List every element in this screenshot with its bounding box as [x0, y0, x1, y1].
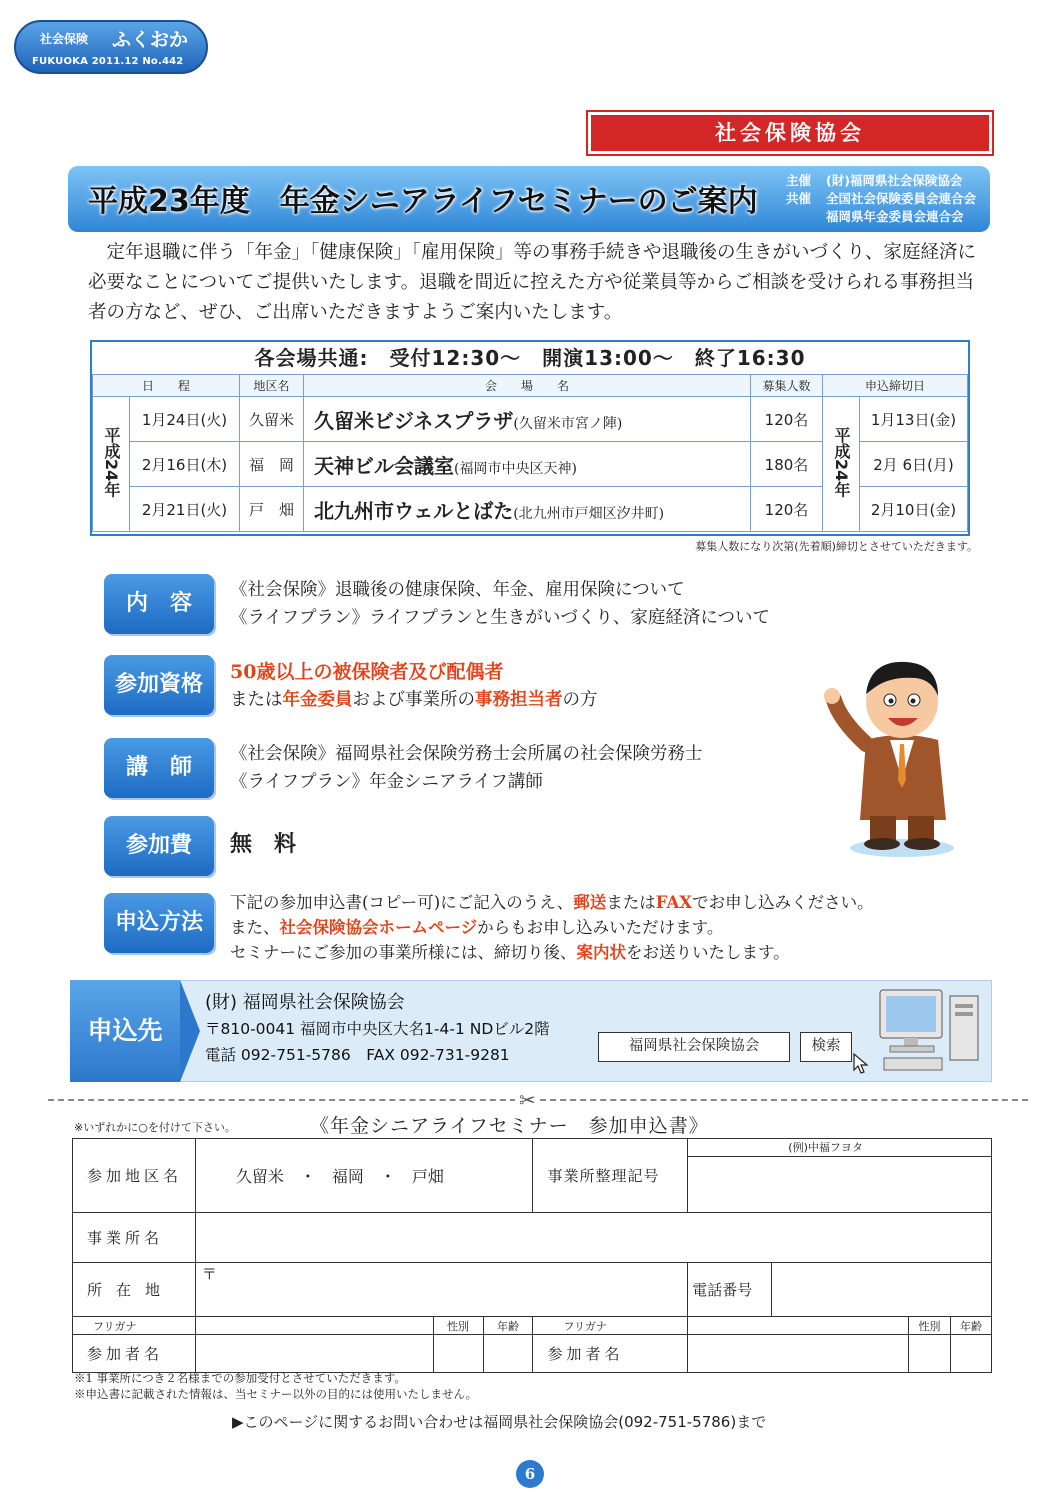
age-label-2: 年齢: [950, 1317, 991, 1335]
location-label: 所在地: [73, 1263, 196, 1317]
method-line-2: また、社会保険協会ホームページからもお申し込みいただけます。: [230, 918, 724, 937]
issue-number: FUKUOKA 2011.12 No.442: [32, 56, 184, 67]
furigana-label-1: フリガナ: [73, 1317, 196, 1335]
eligibility-line-2: または年金委員および事業所の事務担当者の方: [230, 690, 598, 710]
form-note: ※いずれかに○を付けて下さい。: [74, 1121, 236, 1134]
gender-label-1: 性別: [433, 1317, 483, 1335]
header-date: 日 程: [93, 375, 240, 397]
age-label-1: 年齢: [483, 1317, 533, 1335]
page-title: 平成23年度 年金シニアライフセミナーのご案内: [88, 184, 758, 219]
mascot-illustration: [820, 640, 960, 860]
postal-mark: 〒: [201, 1265, 217, 1283]
row-venue: 天神ビル会議室(福岡市中央区天神): [304, 442, 751, 487]
cosponsor-label: 共催: [786, 191, 812, 206]
contact-line: ▶このページに関するお問い合わせは福岡県社会保険協会(092-751-5786)まで: [232, 1413, 767, 1431]
row-area: 久留米: [240, 397, 304, 442]
age-field-1[interactable]: [483, 1335, 533, 1373]
row-venue: 久留米ビジネスプラザ(久留米市宮ノ陣): [304, 397, 751, 442]
header-area: 地区名: [240, 375, 304, 397]
participant-label-2: 参加者名: [533, 1335, 688, 1373]
fee-label: 参加費: [104, 816, 214, 876]
cosponsor-1: 全国社会保険委員会連合会: [826, 191, 977, 206]
intro-text: 定年退職に伴う「年金」「健康保険」「雇用保険」等の事務手続きや退職後の生きがいづくり、家庭経済に必要なことについてご提供いたします。退職を間近に控えた方や従業員等からご相談を受けられる事務担当者の方など、ぜひ、ご出席いただきますようご案内いたします。: [88, 242, 977, 323]
cosponsor-2: 福岡県年金委員会連合会: [826, 209, 964, 224]
computer-icon: [876, 986, 986, 1076]
row-capacity: 120名: [751, 487, 823, 532]
gender-label-2: 性別: [909, 1317, 951, 1335]
apply-phone: 電話 092-751-5786 FAX 092-731-9281: [205, 1046, 510, 1064]
office-code-field[interactable]: [688, 1139, 992, 1213]
footnotes: [74, 1370, 477, 1402]
row-area: 福 岡: [240, 442, 304, 487]
content-line-2: 《ライフプラン》ライフプランと生きがいづくり、家庭経済について: [230, 608, 771, 628]
method-text: [230, 890, 874, 965]
apply-info: [205, 990, 550, 1068]
search-button[interactable]: 検索: [800, 1032, 852, 1062]
method-label: 申込方法: [104, 893, 214, 953]
furigana-label-2: フリガナ: [533, 1317, 688, 1335]
phone-label: 電話番号: [688, 1263, 772, 1317]
row-capacity: 120名: [751, 397, 823, 442]
row-deadline: 2月 6日(月): [860, 442, 968, 487]
row-date: 2月16日(木): [130, 442, 240, 487]
furigana-field-1[interactable]: [195, 1317, 433, 1335]
header-capacity: 募集人数: [751, 375, 823, 397]
row-deadline: 2月10日(金): [860, 487, 968, 532]
application-form: [72, 1138, 992, 1373]
magazine-logo: [14, 20, 208, 74]
sponsor-block: [786, 172, 976, 226]
location-field[interactable]: [195, 1263, 687, 1317]
content-line-1: 《社会保険》退職後の健康保険、年金、雇用保険について: [230, 580, 685, 600]
age-field-2[interactable]: [950, 1335, 991, 1373]
brand-small: 社会保険: [40, 32, 89, 46]
area-options[interactable]: 久留米 ・ 福岡 ・ 戸畑: [195, 1139, 533, 1213]
era-label: 平成24年: [93, 397, 130, 532]
content-text: [230, 576, 770, 632]
eligibility-line-1: 50歳以上の被保険者及び配偶者: [230, 661, 504, 683]
row-capacity: 180名: [751, 442, 823, 487]
gender-field-1[interactable]: [433, 1335, 483, 1373]
eligibility-label: 参加資格: [104, 655, 214, 715]
furigana-field-2[interactable]: [688, 1317, 909, 1335]
cursor-icon: [852, 1052, 872, 1074]
lecturer-line-1: 《社会保険》福岡県社会保険労務士会所属の社会保険労務士: [230, 744, 703, 764]
common-schedule: 各会場共通: 受付12:30～ 開演13:00～ 終了16:30: [254, 346, 806, 370]
row-deadline: 1月13日(金): [860, 397, 968, 442]
section-tag: 社会保険協会: [588, 112, 992, 154]
office-code-example: (例)中福フヨタ: [688, 1139, 991, 1157]
row-date: 2月21日(火): [130, 487, 240, 532]
participant-label-1: 参加者名: [73, 1335, 196, 1373]
sponsor-label: 主催: [786, 173, 812, 188]
apply-arrow: [180, 980, 200, 1082]
footnote-2: ※申込書に記載された情報は、当セミナー以外の目的には使用いたしません。: [74, 1387, 478, 1401]
gender-field-2[interactable]: [909, 1335, 951, 1373]
capacity-note: 募集人数になり次第(先着順)締切とさせていただきます。: [695, 540, 978, 553]
era-label-2: 平成24年: [823, 397, 860, 532]
lecturer-text: [230, 740, 703, 796]
office-name-field[interactable]: [195, 1213, 991, 1263]
page-number: 6: [516, 1460, 544, 1488]
method-line-1: 下記の参加申込書(コピー可)にご記入のうえ、郵送またはFAXでお申し込みください。: [230, 893, 874, 912]
header-deadline: 申込締切日: [823, 375, 968, 397]
office-name-label: 事業所名: [73, 1213, 196, 1263]
sponsor-name: (財)福岡県社会保険協会: [826, 173, 963, 188]
row-date: 1月24日(火): [130, 397, 240, 442]
apply-org: (財) 福岡県社会保険協会: [205, 992, 405, 1013]
row-area: 戸 畑: [240, 487, 304, 532]
area-label: 参加地区名: [73, 1139, 196, 1213]
form-title: 《年金シニアライフセミナー 参加申込書》: [310, 1115, 709, 1137]
row-venue: 北九州市ウェルとばた(北九州市戸畑区汐井町): [304, 487, 751, 532]
method-line-3: セミナーにご参加の事業所様には、締切り後、案内状をお送りいたします。: [230, 943, 790, 962]
brand-large: ふくおか: [112, 29, 189, 51]
office-code-label: 事業所整理記号: [533, 1139, 688, 1213]
eligibility-text: [230, 658, 598, 714]
phone-field[interactable]: [772, 1263, 992, 1317]
fee-value: 無 料: [230, 831, 297, 857]
lecturer-line-2: 《ライフプラン》年金シニアライフ講師: [230, 772, 543, 792]
header-venue: 会 場 名: [304, 375, 751, 397]
footnote-1: ※1 事業所につき２名様までの参加受付とさせていただきます。: [74, 1371, 406, 1385]
apply-address: 〒810-0041 福岡市中央区大名1-4-1 NDビル2階: [205, 1020, 550, 1038]
content-label: 内 容: [104, 574, 214, 634]
scissors-icon: ✂: [515, 1088, 540, 1112]
table-row: [93, 397, 968, 442]
lecturer-label: 講 師: [104, 738, 214, 798]
schedule-table: [92, 374, 968, 532]
participant-field-2[interactable]: [688, 1335, 909, 1373]
search-input[interactable]: 福岡県社会保険協会: [598, 1032, 790, 1062]
participant-field-1[interactable]: [195, 1335, 433, 1373]
apply-label: 申込先: [70, 980, 180, 1082]
